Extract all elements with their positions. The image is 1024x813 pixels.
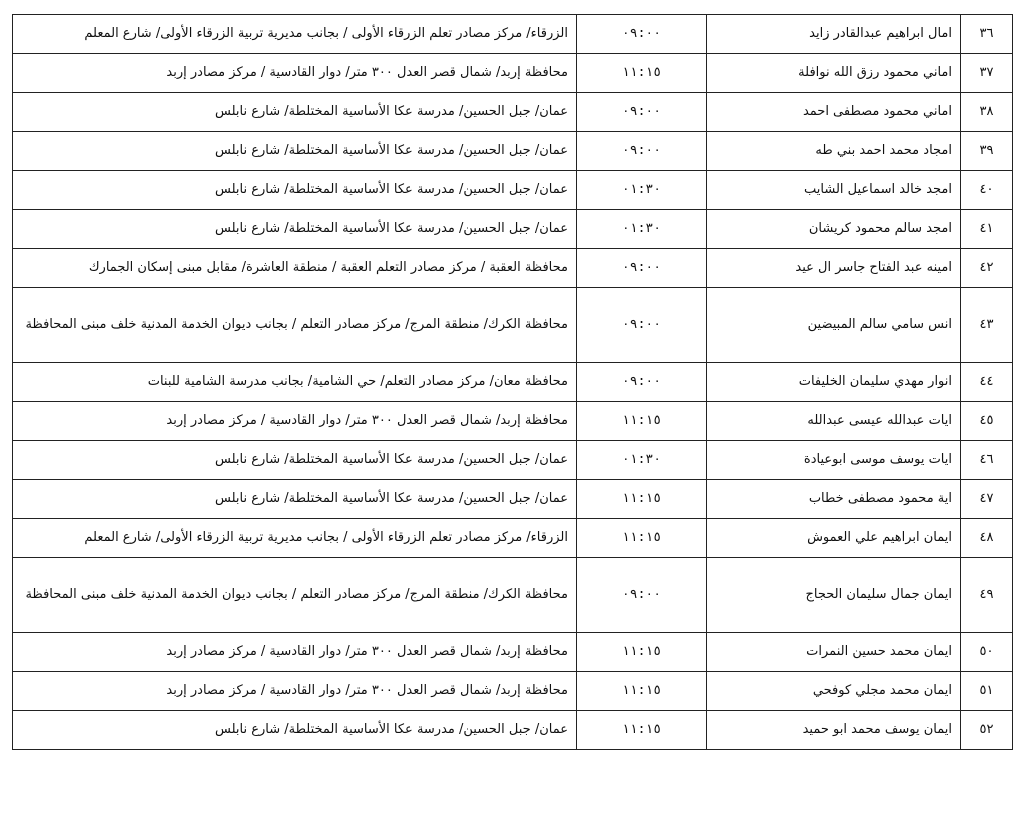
table-row [13,54,1013,93]
row-name: انوار مهدي سليمان الخليفات [707,363,961,402]
roster-table [12,14,1013,750]
row-address: محافظة العقبة / مركز مصادر التعلم العقبة / منطقة العاشرة/ مقابل مبنى إسكان الجمارك [13,249,577,288]
row-name: اماني محمود مصطفى احمد [707,93,961,132]
row-number: ٤١ [961,210,1013,249]
table-row [13,441,1013,480]
row-name: ايات عبدالله عيسى عبدالله [707,402,961,441]
row-address: محافظة الكرك/ منطقة المرج/ مركز مصادر التعلم / بجانب ديوان الخدمة المدنية خلف مبنى المحافظة [13,288,577,363]
row-number: ٤٦ [961,441,1013,480]
roster-sheet [12,14,1012,750]
row-name: امجد سالم محمود كريشان [707,210,961,249]
row-number: ٣٨ [961,93,1013,132]
row-address: عمان/ جبل الحسين/ مدرسة عكا الأساسية المختلطة/ شارع نابلس [13,93,577,132]
row-name: ايمان محمد مجلي كوفحي [707,672,961,711]
row-address: محافظة الكرك/ منطقة المرج/ مركز مصادر التعلم / بجانب ديوان الخدمة المدنية خلف مبنى المحافظة [13,558,577,633]
row-name: انس سامي سالم المبيضين [707,288,961,363]
row-address: محافظة إربد/ شمال قصر العدل ٣٠٠ متر/ دوار القادسية / مركز مصادر إربد [13,54,577,93]
row-address: عمان/ جبل الحسين/ مدرسة عكا الأساسية المختلطة/ شارع نابلس [13,711,577,750]
row-address: الزرقاء/ مركز مصادر تعلم الزرقاء الأولى / بجانب مديرية تربية الزرقاء الأولى/ شارع المعلم [13,519,577,558]
table-row [13,480,1013,519]
table-row [13,672,1013,711]
row-time: ٠٩:٠٠ [577,363,707,402]
row-name: ايمان ابراهيم علي العموش [707,519,961,558]
row-time: ١١:١٥ [577,402,707,441]
row-address: محافظة إربد/ شمال قصر العدل ٣٠٠ متر/ دوار القادسية / مركز مصادر إربد [13,633,577,672]
row-time: ١١:١٥ [577,711,707,750]
row-time: ٠٩:٠٠ [577,15,707,54]
row-address: محافظة معان/ مركز مصادر التعلم/ حي الشامية/ بجانب مدرسة الشامية للبنات [13,363,577,402]
table-row [13,402,1013,441]
row-address: الزرقاء/ مركز مصادر تعلم الزرقاء الأولى / بجانب مديرية تربية الزرقاء الأولى/ شارع المعلم [13,15,577,54]
row-number: ٥٢ [961,711,1013,750]
table-row [13,93,1013,132]
row-time: ٠١:٣٠ [577,171,707,210]
row-address: عمان/ جبل الحسين/ مدرسة عكا الأساسية المختلطة/ شارع نابلس [13,171,577,210]
row-address: عمان/ جبل الحسين/ مدرسة عكا الأساسية المختلطة/ شارع نابلس [13,480,577,519]
row-name: ايمان جمال سليمان الحجاج [707,558,961,633]
row-address: عمان/ جبل الحسين/ مدرسة عكا الأساسية المختلطة/ شارع نابلس [13,210,577,249]
row-time: ١١:١٥ [577,480,707,519]
table-row [13,288,1013,363]
row-name: ايمان يوسف محمد ابو حميد [707,711,961,750]
table-row [13,558,1013,633]
table-row [13,15,1013,54]
row-number: ٣٧ [961,54,1013,93]
row-number: ٤٩ [961,558,1013,633]
row-number: ٤٢ [961,249,1013,288]
row-time: ٠٩:٠٠ [577,132,707,171]
table-row [13,171,1013,210]
row-time: ١١:١٥ [577,54,707,93]
row-time: ٠١:٣٠ [577,441,707,480]
row-time: ١١:١٥ [577,519,707,558]
row-number: ٤٨ [961,519,1013,558]
row-address: محافظة إربد/ شمال قصر العدل ٣٠٠ متر/ دوار القادسية / مركز مصادر إربد [13,402,577,441]
row-address: عمان/ جبل الحسين/ مدرسة عكا الأساسية المختلطة/ شارع نابلس [13,441,577,480]
row-number: ٤٧ [961,480,1013,519]
row-name: امجد خالد اسماعيل الشايب [707,171,961,210]
row-number: ٣٦ [961,15,1013,54]
row-number: ٣٩ [961,132,1013,171]
table-row [13,363,1013,402]
row-address: عمان/ جبل الحسين/ مدرسة عكا الأساسية المختلطة/ شارع نابلس [13,132,577,171]
row-time: ٠١:٣٠ [577,210,707,249]
row-number: ٤٠ [961,171,1013,210]
roster-table-body [13,15,1013,750]
row-name: ايمان محمد حسين النمرات [707,633,961,672]
row-time: ٠٩:٠٠ [577,93,707,132]
row-time: ٠٩:٠٠ [577,249,707,288]
row-number: ٤٣ [961,288,1013,363]
row-time: ٠٩:٠٠ [577,288,707,363]
row-number: ٤٥ [961,402,1013,441]
table-row [13,711,1013,750]
table-row [13,633,1013,672]
row-time: ١١:١٥ [577,672,707,711]
row-name: اماني محمود رزق الله نوافلة [707,54,961,93]
table-row [13,249,1013,288]
row-time: ٠٩:٠٠ [577,558,707,633]
table-row [13,132,1013,171]
row-name: ايات يوسف موسى ابوعيادة [707,441,961,480]
table-row [13,519,1013,558]
table-row [13,210,1013,249]
row-name: امال ابراهيم عبدالقادر زايد [707,15,961,54]
row-name: امجاد محمد احمد بني طه [707,132,961,171]
row-number: ٥١ [961,672,1013,711]
row-number: ٤٤ [961,363,1013,402]
row-time: ١١:١٥ [577,633,707,672]
row-number: ٥٠ [961,633,1013,672]
row-name: امينه عبد الفتاح جاسر ال عيد [707,249,961,288]
row-name: اية محمود مصطفى خطاب [707,480,961,519]
row-address: محافظة إربد/ شمال قصر العدل ٣٠٠ متر/ دوار القادسية / مركز مصادر إربد [13,672,577,711]
